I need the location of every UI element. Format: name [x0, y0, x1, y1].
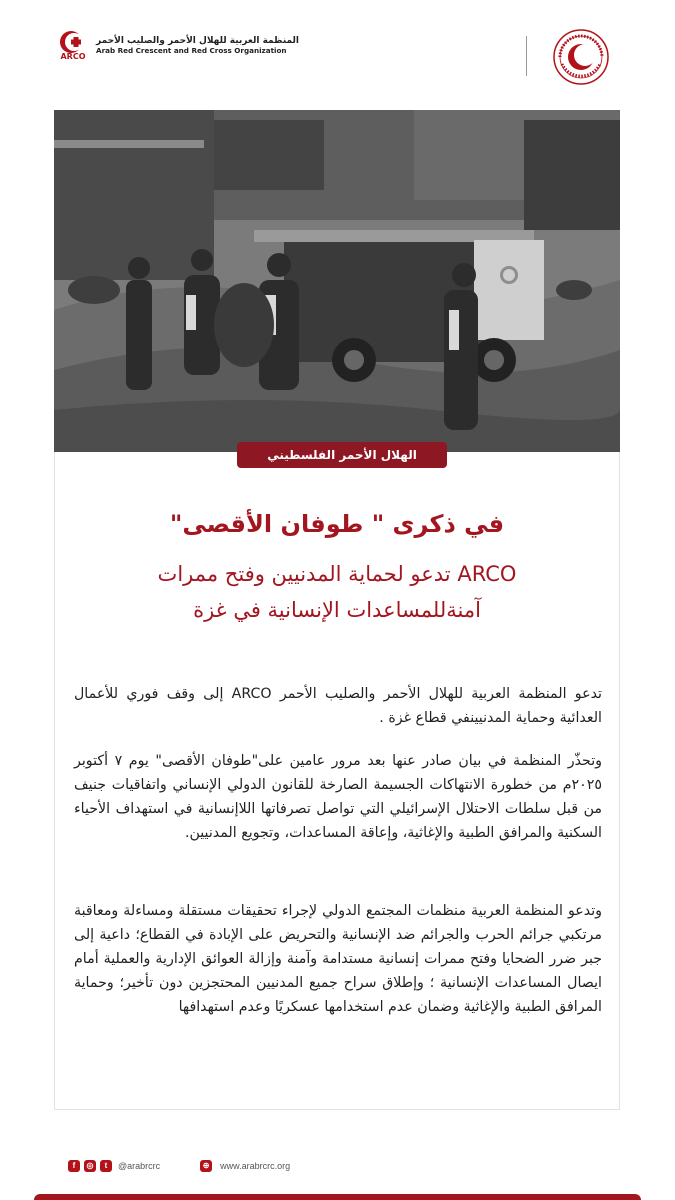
org-names	[96, 36, 299, 55]
facebook-icon[interactable]: f	[68, 1160, 80, 1172]
article-title: في ذكرى " طوفان الأقصى"	[169, 510, 505, 538]
twitter-icon[interactable]: t	[100, 1160, 112, 1172]
footer	[68, 1157, 290, 1175]
article-paragraph-2: وتحذّر المنظمة في بيان صادر عنها بعد مرور عامين على"طوفان الأقصى" يوم ٧ أكتوبر ٢٠٢٥م من خطورة الانتهاكات الجسيمة الصارخة للقانون الدولي الإنساني واتفاقيات جنيف من قبل سلطات الاحتلال الإسرائيلي التي تواصل تصرفاتها اللاإنسانية في استهداف الأحياء السكنية والمرافق الطبية والإغاثية، وإعاقة المساعدات، وتجويع المدنيين.	[74, 753, 603, 841]
instagram-icon[interactable]: ◎	[84, 1160, 96, 1172]
logo-text: ARCO	[60, 52, 86, 61]
globe-icon: ⊕	[200, 1160, 212, 1172]
subtitle-line-2: آمنةللمساعدات الإنسانية في غزة	[193, 598, 481, 622]
org-name-english: Arab Red Crescent and Red Cross Organization	[96, 45, 287, 55]
header-divider	[526, 36, 527, 76]
website-link[interactable]: www.arabrcrc.org	[220, 1161, 291, 1171]
arco-logo[interactable]	[56, 30, 299, 61]
arco-emblem-icon	[56, 30, 90, 61]
red-crescent-seal-icon[interactable]	[552, 28, 610, 86]
header	[0, 0, 675, 90]
news-photo	[54, 110, 620, 452]
bottom-accent-bar	[34, 1194, 641, 1200]
subtitle-line-1: ARCO تدعو لحماية المدنيين وفتح ممرات	[157, 562, 517, 586]
photo-caption-badge: الهلال الأحمر الفلسطيني	[237, 442, 447, 468]
article-paragraph-1: تدعو المنظمة العربية للهلال الأحمر والصليب الأحمر ARCO إلى وقف فوري للأعمال العدائية وحماية المدنيينفي قطاع غزة .	[74, 686, 602, 726]
article-paragraph-3: وتدعو المنظمة العربية منظمات المجتمع الدولي لإجراء تحقيقات مستقلة ومساءلة ومعاقبة مرتكبي جرائم الحرب والجرائم ضد الإنسانية والتحريض على الإبادة في القطاع؛ داعية إلى جبر ضرر الضحايا وفتح ممرات إنسانية مستدامة وآمنة وإزالة العوائق الإدارية والعملية أمام ايصال المساعدات الإنسانية ؛ وإطلاق سراح جميع المدنيين المحتجزين دون تأخير؛ وحماية المرافق الطبية والإغاثية وضمان عدم استخدامها عسكريًا وعدم استهدافها	[74, 903, 602, 1015]
social-handle[interactable]: @arabrcrc	[118, 1161, 161, 1171]
org-name-arabic: المنظمة العربية للهلال الأحمر والصليب الأحمر	[96, 36, 300, 47]
article-subtitle	[54, 556, 620, 628]
